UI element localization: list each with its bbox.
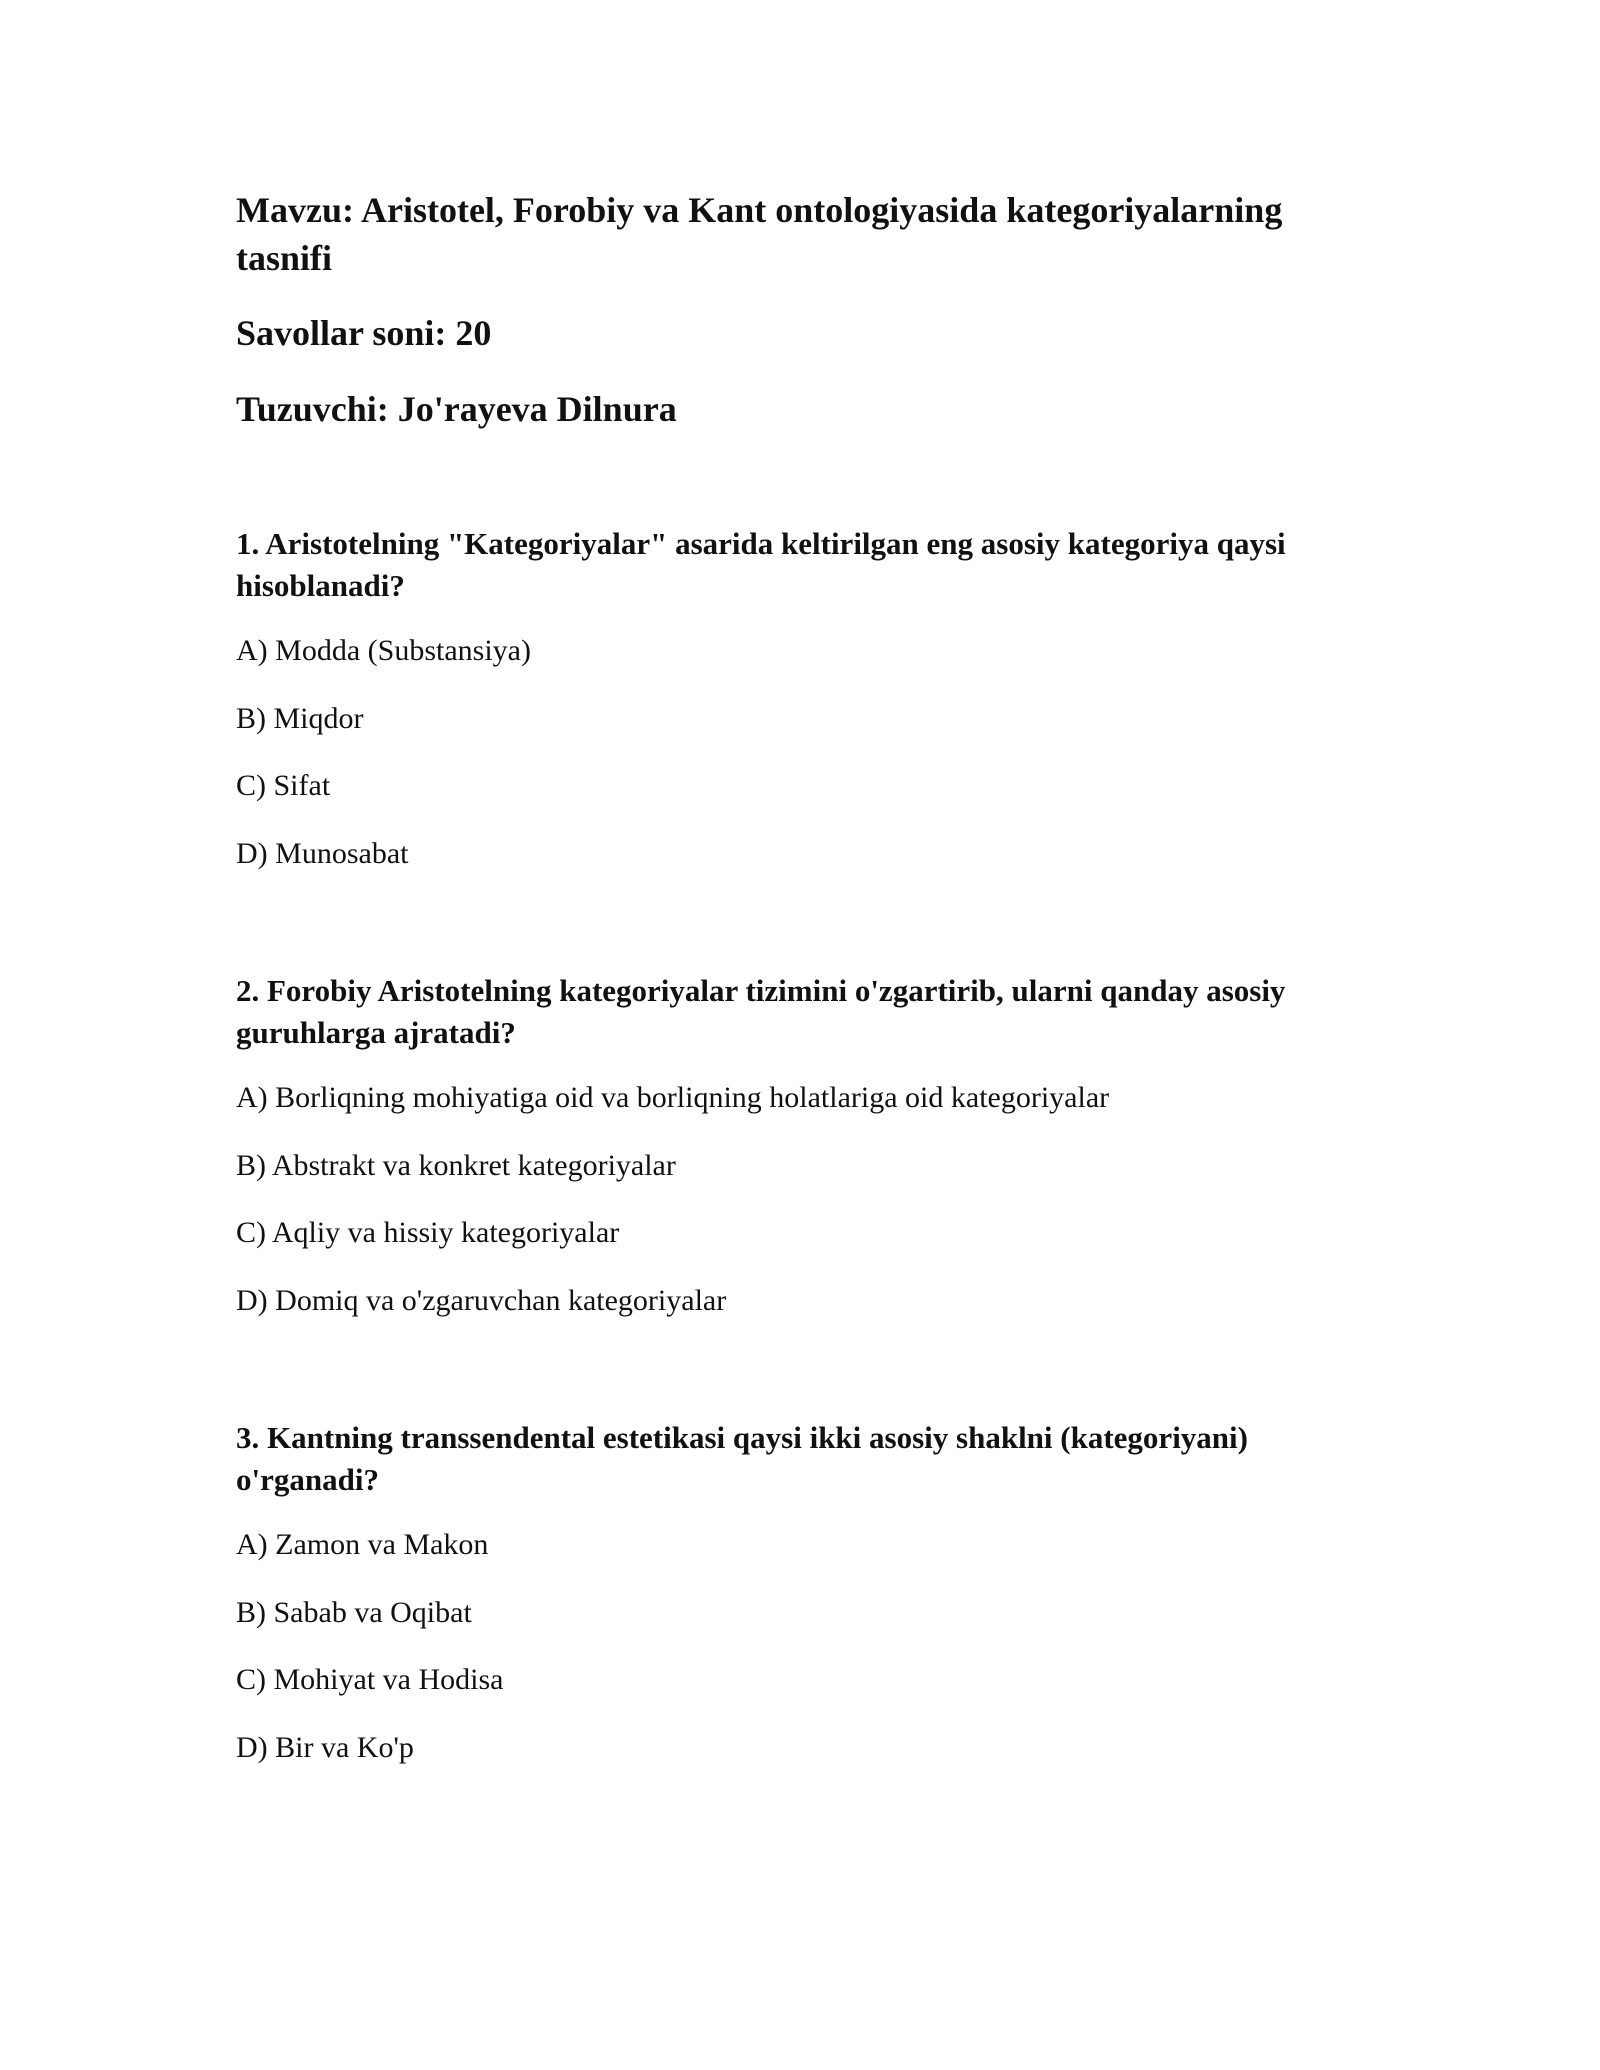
question-1-option-b: B) Miqdor bbox=[236, 702, 364, 735]
question-3-option-a: A) Zamon va Makon bbox=[236, 1528, 489, 1561]
question-1-option-d: D) Munosabat bbox=[236, 837, 409, 870]
question-1: 1. Aristotelning "Kategoriyalar" asarida keltirilgan eng asosiy kategoriya qaysi hisoblanadi? bbox=[236, 526, 1286, 603]
question-2-option-b: B) Abstrakt va konkret kategoriyalar bbox=[236, 1149, 676, 1182]
question-1-option-a: A) Modda (Substansiya) bbox=[236, 634, 531, 667]
question-2: 2. Forobiy Aristotelning kategoriyalar tizimini o'zgartirib, ularni qanday asosiy guruhlarga ajratadi? bbox=[236, 973, 1286, 1050]
question-1-option-c: C) Sifat bbox=[236, 769, 331, 802]
author-line: Tuzuvchi: Jo'rayeva Dilnura bbox=[236, 389, 677, 429]
question-3-option-b: B) Sabab va Oqibat bbox=[236, 1596, 472, 1629]
question-count: Savollar soni: 20 bbox=[236, 313, 492, 353]
question-2-option-a: A) Borliqning mohiyatiga oid va borliqning holatlariga oid kategoriyalar bbox=[236, 1081, 1110, 1114]
topic-title: Mavzu: Aristotel, Forobiy va Kant ontologiyasida kategoriyalarning tasnifi bbox=[236, 190, 1283, 278]
question-2-option-c: C) Aqliy va hissiy kategoriyalar bbox=[236, 1216, 620, 1249]
question-3-option-c: C) Mohiyat va Hodisa bbox=[236, 1663, 504, 1696]
question-3-option-d: D) Bir va Ko'p bbox=[236, 1731, 414, 1764]
question-2-option-d: D) Domiq va o'zgaruvchan kategoriyalar bbox=[236, 1284, 727, 1317]
question-3: 3. Kantning transsendental estetikasi qaysi ikki asosiy shaklni (kategoriyani) o'rganadi? bbox=[236, 1420, 1248, 1497]
